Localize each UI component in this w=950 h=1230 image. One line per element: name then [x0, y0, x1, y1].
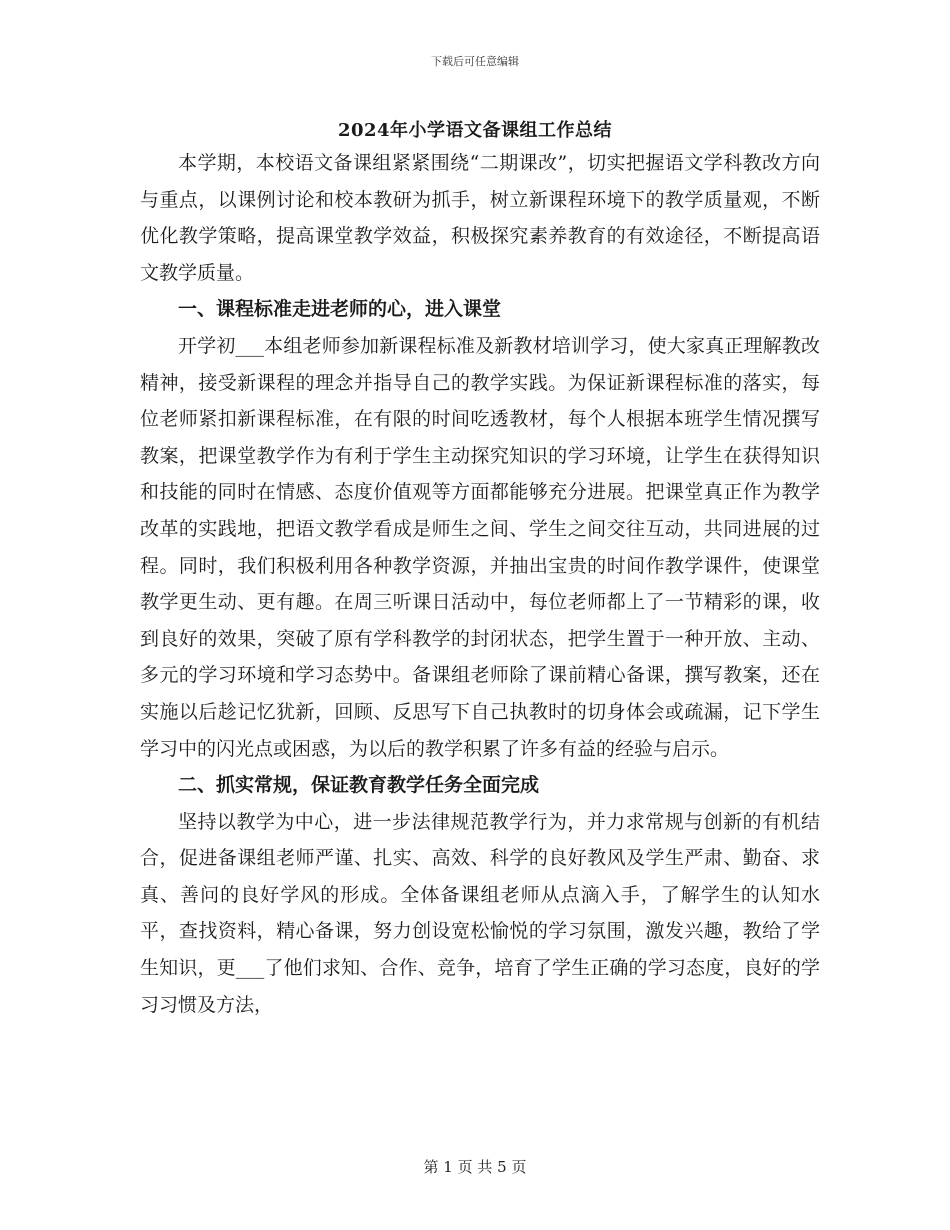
section-1-paragraph: 开学初___本组老师参加新课程标准及新教材培训学习，使大家真正理解教改精神，接受新课程的理念并指导自己的教学实践。为保证新课程标准的落实，每位老师紧扣新课程标准，在有限的时间吃透教材，每个人根据本班学生情况撰写教案，把课堂教学作为有利于学生主动探究知识的学习环境，让学生在获得知识和技能的同时在情感、态度价值观等方面都能够充分进展。把课堂真正作为教学改革的实践地，把语文教学看成是师生之间、学生之间交往互动，共同进展的过程。同时，我们积极利用各种教学资源，并抽出宝贵的时间作教学课件，使课堂教学更生动、更有趣。在周三听课日活动中，每位老师都上了一节精彩的课，收到良好的效果，突破了原有学科教学的封闭状态，把学生置于一种开放、主动、多元的学习环境和学习态势中。备课组老师除了课前精心备课，撰写教案，还在实施以后趁记忆犹新，回顾、反思写下自己执教时的切身体会或疏漏，记下学生学习中的闪光点或困惑，为以后的教学积累了许多有益的经验与启示。: [140, 334, 820, 760]
intro-paragraph: 本学期，本校语文备课组紧紧围绕“二期课改”，切实把握语文学科教改方向与重点，以课例讨论和校本教研为抓手，树立新课程环境下的教学质量观，不断优化教学策略，提高课堂教学效益，积极探究素养教育的有效途径，不断提高语文教学质量。: [140, 152, 820, 284]
document-body: [140, 145, 820, 1023]
page-header: 下载后可任意编辑: [431, 55, 519, 68]
section-2-heading: 二、抓实常规，保证教育教学任务全面完成: [178, 774, 540, 797]
page-footer: 第 1 页 共 5 页: [423, 1158, 527, 1176]
document-title: 2024年小学语文备课组工作总结: [337, 120, 613, 141]
section-2-paragraph: 坚持以教学为中心，进一步法律规范教学行为，并力求常规与创新的有机结合，促进备课组老师严谨、扎实、高效、科学的良好教风及学生严肃、勤奋、求真、善问的良好学风的形成。全体备课组老师从点滴入手，了解学生的认知水平，查找资料，精心备课，努力创设宽松愉悦的学习氛围，激发兴趣，教给了学生知识，更___了他们求知、合作、竞争，培育了学生正确的学习态度，良好的学习习惯及方法，: [140, 810, 820, 1016]
section-1-heading: 一、课程标准走进老师的心，进入课堂: [178, 298, 502, 321]
